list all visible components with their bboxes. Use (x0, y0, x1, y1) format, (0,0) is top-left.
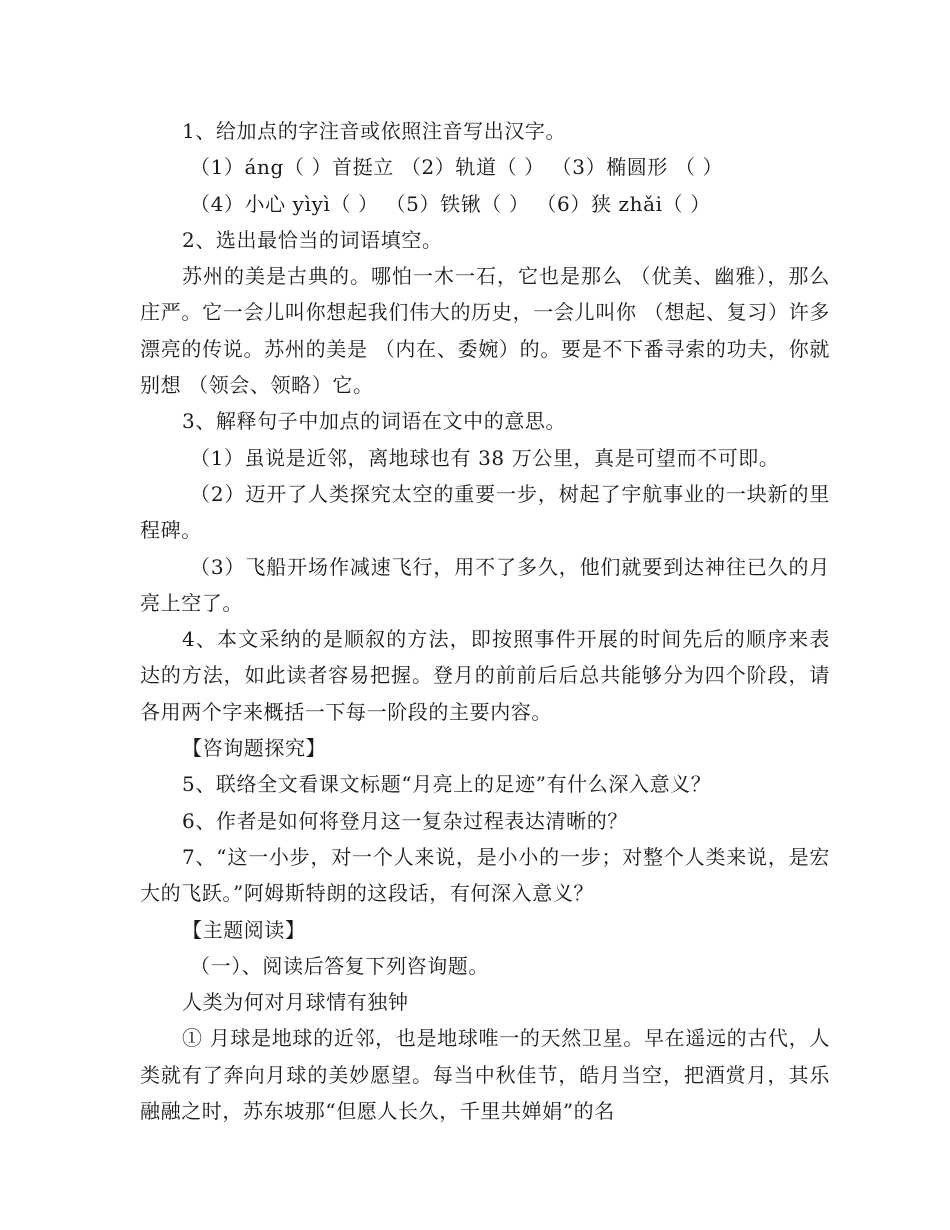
question-5: 5、联络全文看课文标题“月亮上的足迹”有什么深入意义？ (182, 772, 712, 797)
question-2-instruction: 2、选出最恰当的词语填空。 (182, 227, 443, 252)
question-1-items-row-1: （1）áng（ ）首挺立 （2）轨道（ ） （3）椭圆形 （ ） (190, 155, 724, 180)
question-2-passage: 苏州的美是古典的。哪怕一木一石，它也是那么 （优美、幽雅），那么庄严。它一会儿叫你想起我们伟大的历史，一会儿叫你 （想起、复习）许多漂亮的传说。苏州的美是 （内在、委婉）的。要是不下番寻索的功夫，你就别想 （领会、领略）它。 (140, 264, 830, 398)
question-3-item-3: （3）飞船开场作减速飞行，用不了多久，他们就要到达神往已久的月亮上空了。 (140, 554, 830, 615)
question-3-instruction: 3、解释句子中加点的词语在文中的意思。 (182, 409, 567, 434)
question-7: 7、“这一小步，对一个人来说，是小小的一步；对整个人类来说，是宏大的飞跃。”阿姆斯特朗的这段话，有何深入意义？ (140, 844, 830, 906)
question-1-instruction: 1、给加点的字注音或依照注音写出汉字。 (182, 119, 567, 143)
question-1-items-row-2: （4）小心 yìyì（ ） （5）铁锹（ ） （6）狭 zhǎi（ ） (190, 191, 711, 216)
reading-part-1-instruction: （一）、阅读后答复下列咨询题。 (190, 953, 489, 978)
question-4: 4、本文采纳的是顺叙的方法，即按照事件开展的时间先后的顺序来表达的方法，如此读者容易把握。登月的前前后后总共能够分为四个阶段，请各用两个字来概括一下每一阶段的主要内容。 (140, 627, 830, 724)
question-6: 6、作者是如何将登月这一复杂过程表达清晰的？ (182, 808, 628, 833)
section-heading-theme-reading: 【主题阅读】 (182, 917, 306, 942)
question-3-item-1: （1）虽说是近邻，离地球也有 38 万公里，真是可望而不可即。 (190, 445, 780, 470)
document-body (140, 113, 830, 1129)
reading-article-paragraph-1: ① 月球是地球的近邻，也是地球唯一的天然卫星。早在遥远的古代，人类就有了奔向月球的美妙愿望。每当中秋佳节，皓月当空，把酒赏月，其乐融融之时，苏东坡那“但愿人长久，千里共婵娟”的名 (140, 1026, 830, 1124)
section-heading-inquiry: 【咨询题探究】 (182, 736, 327, 761)
question-3-item-2: （2）迈开了人类探究太空的重要一步，树起了宇航事业的一块新的里程碑。 (140, 481, 830, 543)
reading-article-title: 人类为何对月球情有独钟 (182, 990, 409, 1015)
